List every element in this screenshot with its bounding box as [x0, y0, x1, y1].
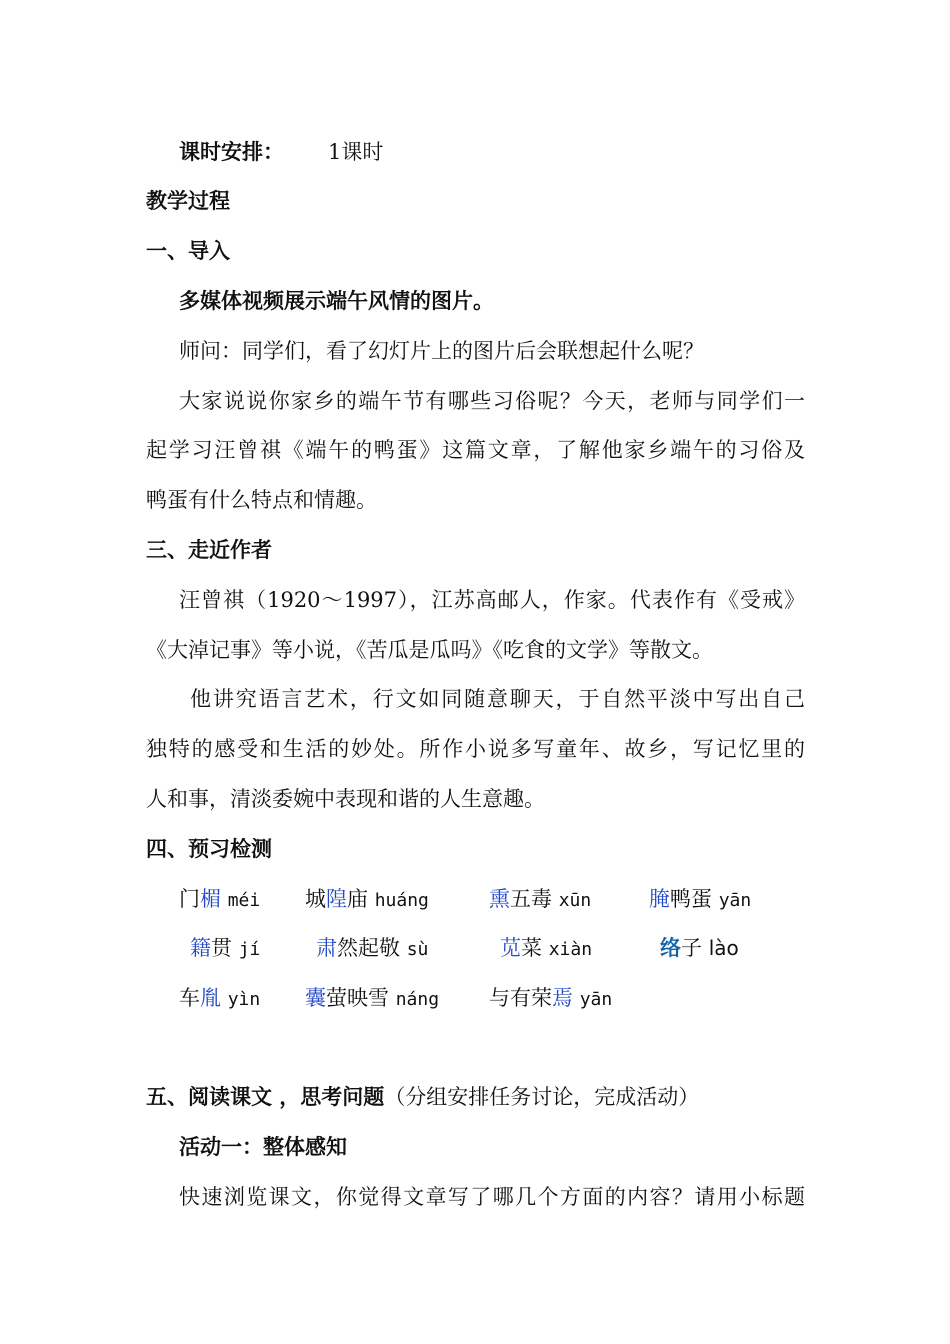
intro-question: 师问：同学们，看了幻灯片上的图片后会联想起什么呢？ [179, 339, 704, 363]
vocab-item: 车胤 yìn [179, 986, 261, 1010]
preview-heading: 四、预习检测 [146, 836, 272, 861]
activity-one-task: 快速浏览课文，你觉得文章写了哪几个方面的内容？请用小标题 [179, 1185, 805, 1209]
reading-note: （分组安排任务讨论，完成活动） [384, 1085, 700, 1109]
process-heading: 教学过程 [146, 188, 230, 213]
activity-one-heading: 活动一：整体感知 [179, 1134, 347, 1159]
intro-para-line-2: 起学习汪曾祺《端午的鸭蛋》这篇文章，了解他家乡端午的习俗及 [146, 438, 805, 462]
vocab-item: 门楣 méi [179, 887, 261, 911]
author-para1-line-1: 汪曾祺（1920～1997），江苏高邮人，作家。代表作有《受戒》 [179, 588, 805, 612]
author-heading: 三、走近作者 [146, 537, 272, 562]
vocab-item: 籍贯 jí [190, 936, 261, 960]
vocab-item: 络子 lào [660, 935, 739, 960]
intro-para-line-1: 大家说说你家乡的端午节有哪些习俗呢？今天，老师与同学们一 [179, 389, 805, 413]
author-para2-line-3: 人和事，清淡委婉中表现和谐的人生意趣。 [146, 787, 545, 811]
intro-heading: 一、导入 [146, 238, 230, 263]
schedule-value: 1课时 [328, 140, 384, 164]
reading-heading-line [146, 1084, 826, 1110]
vocab-item: 腌鸭蛋 yān [649, 887, 752, 911]
intro-bold-line: 多媒体视频展示端午风情的图片。 [179, 288, 494, 313]
vocab-item: 熏五毒 xūn [489, 887, 592, 911]
author-para2-line-2: 独特的感受和生活的妙处。所作小说多写童年、故乡，写记忆里的 [146, 737, 805, 761]
schedule-label: 课时安排： [179, 139, 284, 164]
vocab-item: 囊萤映雪 náng [305, 986, 440, 1010]
intro-para-line-3: 鸭蛋有什么特点和情趣。 [146, 488, 377, 512]
vocab-item: 苋菜 xiàn [500, 936, 593, 960]
schedule-line [179, 139, 859, 165]
author-para1-line-2: 《大淖记事》等小说，《苦瓜是瓜吗》《吃食的文学》等散文。 [146, 638, 713, 662]
vocab-item: 与有荣焉 yān [489, 986, 613, 1010]
vocab-item: 肃然起敬 sù [316, 936, 429, 960]
author-para2-line-1: 他讲究语言艺术，行文如同随意聊天，于自然平淡中写出自己 [190, 687, 805, 711]
vocab-item: 城隍庙 huáng [305, 887, 429, 911]
reading-heading: 五、阅读课文 ，思考问题 [146, 1084, 385, 1109]
